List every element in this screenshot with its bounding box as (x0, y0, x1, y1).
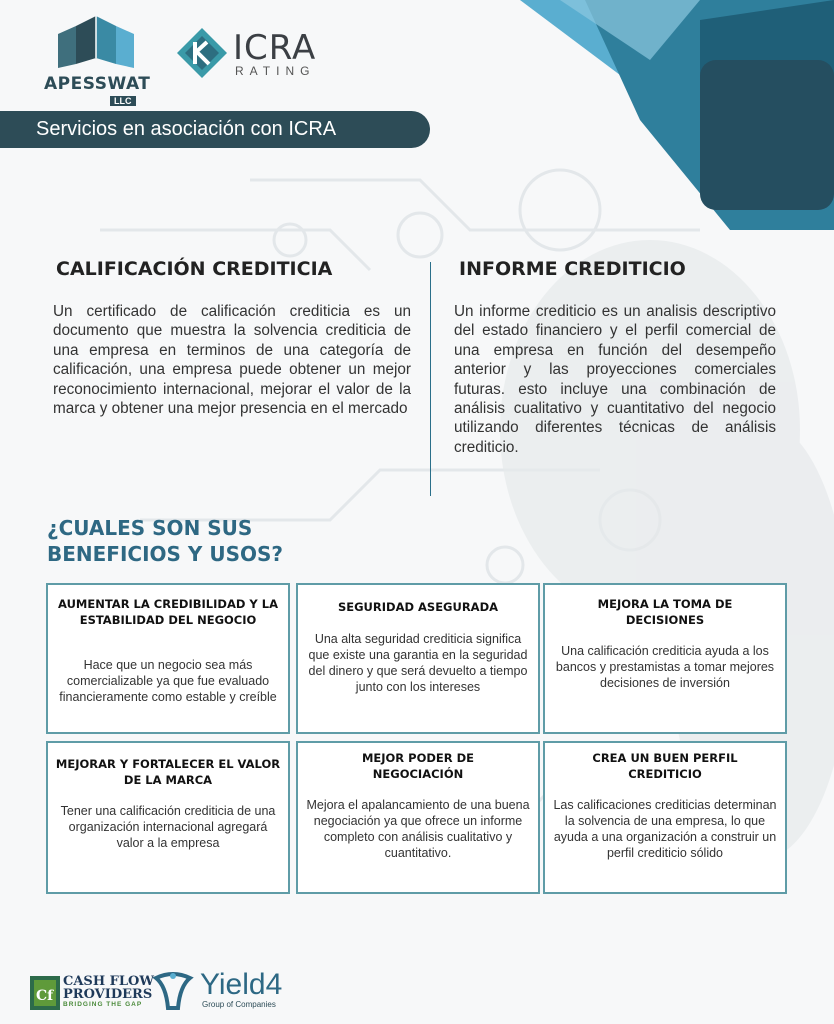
benefit-card (46, 741, 290, 894)
apesswat-logo (44, 12, 151, 106)
icra-subtitle: RATING (235, 64, 316, 78)
benefit-card-text: Mejora el apalancamiento de una buena negociación ya que ofrece un informe completo con análisis cualitativo y cuantitativo. (306, 798, 530, 860)
benefit-card (46, 583, 290, 734)
benefit-card (296, 583, 540, 734)
benefit-card-title: MEJORA LA TOMA DE DECISIONES (597, 597, 733, 627)
benefit-card-title: SEGURIDAD ASEGURADA (337, 600, 499, 614)
apesswat-building-icon (44, 12, 148, 72)
benefit-card (543, 583, 787, 734)
benefit-card (543, 741, 787, 894)
benefit-card-text: Una alta seguridad crediticia significa que existe una garantia en la seguridad del dinero y que será devuelto a tiempo junto con los intereses (308, 632, 528, 694)
yield4-emblem-icon (150, 968, 196, 1014)
benefits-heading-line2: BENEFICIOS Y USOS? (47, 542, 283, 566)
yield4-logo (150, 966, 290, 1016)
benefit-card (296, 741, 540, 894)
cfp-emblem-icon (30, 976, 60, 1010)
benefit-card-title: AUMENTAR LA CREDIBILIDAD Y LA ESTABILIDAD DEL NEGOCIO (58, 597, 278, 627)
header-banner (0, 111, 430, 148)
benefit-card-title: MEJOR PODER DE NEGOCIACIÓN (361, 751, 475, 781)
cfp-name-line1: CASH FLOW (63, 974, 154, 989)
benefits-heading (47, 515, 283, 567)
icra-diamond-icon (175, 26, 229, 80)
banner-text: Servicios en asociación con ICRA (36, 118, 337, 140)
column-divider (430, 262, 431, 496)
benefit-card-text: Tener una calificación crediticia de una organización internacional agregará valor a la empresa (60, 804, 276, 850)
cfp-name-line2: PROVIDERS (63, 987, 153, 1002)
yield4-subtitle: Group of Companies (202, 1000, 276, 1009)
apesswat-name: APESSWAT (44, 74, 151, 94)
cfp-tagline: BRIDGING THE GAP (63, 1001, 143, 1008)
icra-name: ICRA (233, 28, 317, 68)
benefit-card-title: MEJORAR Y FORTALECER EL VALOR DE LA MARCA (55, 757, 281, 787)
yield4-name: Yield4 (200, 968, 283, 1001)
cash-flow-providers-logo (30, 972, 160, 1012)
benefit-card-text: Hace que un negocio sea más comercializable ya que fue evaluado financieramente como estable y creíble (59, 658, 277, 704)
svg-text:Cf: Cf (36, 988, 54, 1004)
benefit-card-text: Las calificaciones crediticias determinan la solvencia de una empresa, lo que ayuda a una organización a construir un perfil crediticio sólido (553, 798, 777, 860)
benefit-card-text: Una calificación crediticia ayuda a los bancos y prestamistas a tomar mejores decisiones de inversión (555, 644, 775, 690)
credit-rating-heading: CALIFICACIÓN CREDITICIA (56, 258, 333, 280)
benefit-card-title: CREA UN BUEN PERFIL CREDITICIO (592, 751, 738, 781)
credit-report-description: Un informe crediticio es un analisis descriptivo del estado financiero y el perfil comercial de una empresa en función del desempeño anterior y las proyecciones comerciales futuras. esto incluye una combinación de análisis cualitativo y cuantitativo del negocio utilizando diferentes técnicas de análisis crediticio. (454, 303, 776, 456)
icra-logo (175, 26, 325, 82)
benefits-heading-line1: ¿CUALES SON SUS (47, 516, 253, 540)
apesswat-llc-badge: LLC (110, 96, 136, 106)
credit-report-heading: INFORME CREDITICIO (459, 258, 686, 280)
credit-rating-description: Un certificado de calificación crediticia es un documento que muestra la solvencia crediticia de una empresa en terminos de una categoría de calificación, una empresa puede obtener un mejor reconocimiento internacional, mejorar el valor de la marca y obtener una mejor presencia en el mercado (53, 303, 411, 418)
